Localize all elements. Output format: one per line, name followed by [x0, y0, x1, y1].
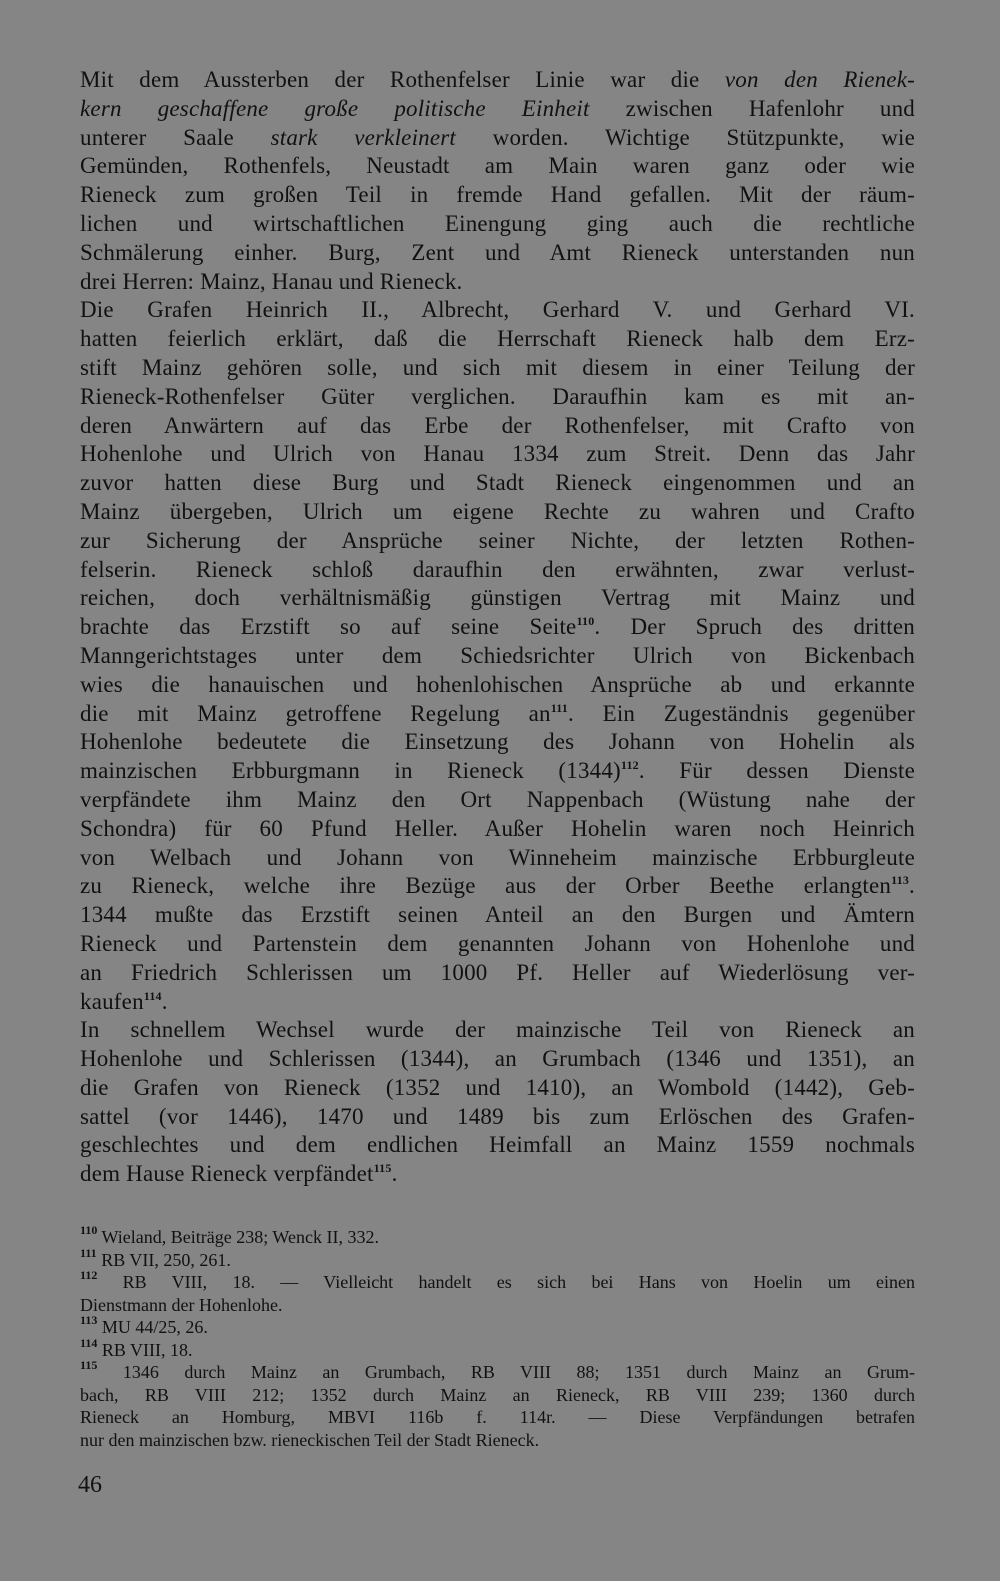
text-line [80, 613, 915, 642]
text-segment: die Grafen von Rieneck (1352 und 1410), an Wombold (1442), Geb- [80, 1074, 915, 1100]
footnote [80, 1358, 916, 1451]
text-line [80, 440, 915, 469]
text-line [80, 1103, 915, 1132]
text-segment: von Welbach und Johann von Winneheim mainzische Erbburgleute [80, 844, 915, 870]
footnote-number: 115 [80, 1358, 98, 1372]
footnote-number: 114 [80, 1335, 98, 1350]
text-segment: sattel (vor 1446), 1470 und 1489 bis zum Erlöschen des Grafen- [80, 1103, 915, 1129]
text-segment: 1344 mußte das Erzstift seinen Anteil an den Burgen und Ämtern [80, 902, 915, 928]
body-text [80, 66, 915, 1189]
footnote-reference: 112 [620, 758, 639, 773]
text-segment: Schondra) für 60 Pfund Heller. Außer Hohelin waren noch Heinrich [80, 815, 915, 841]
text-segment: mainzischen Erbburgmann in Rieneck (1344) [80, 758, 621, 784]
text-line [80, 1131, 915, 1160]
footnote-text: Dienstmann der Hohenlohe. [80, 1294, 283, 1315]
footnote-line [80, 1313, 915, 1339]
text-line [80, 1045, 915, 1074]
footnote-text: 1346 durch Mainz an Grumbach, RB VIII 88; 1351 durch Mainz an Grum- [122, 1362, 916, 1382]
text-line [80, 296, 915, 325]
text-segment: felserin. Rieneck schloß daraufhin den erwähnten, zwar verlust- [80, 556, 915, 582]
footnote-number: 111 [80, 1245, 97, 1260]
text-segment: Rieneck zum großen Teil in fremde Hand gefallen. Mit der räum- [80, 182, 915, 208]
text-line [80, 988, 915, 1017]
text-segment: stift Mainz gehören solle, und sich mit diesem in einer Teilung der [80, 354, 915, 380]
text-line [80, 181, 915, 210]
text-line [80, 383, 915, 412]
text-segment: brachte das Erzstift so auf seine Seite [80, 614, 577, 640]
footnote-reference: 110 [576, 614, 595, 629]
footnote-number: 110 [80, 1223, 98, 1237]
footnote-line [80, 1406, 915, 1429]
text-segment: lichen und wirtschaftlichen Einengung ging auch die rechtliche [80, 210, 915, 236]
footnote [80, 1268, 915, 1316]
text-line [80, 239, 915, 268]
text-line [80, 152, 915, 181]
text-segment: Gemünden, Rothenfels, Neustadt am Main waren ganz oder wie [80, 153, 915, 179]
text-line [80, 469, 915, 498]
footnote [80, 1313, 915, 1339]
footnote-line [80, 1268, 915, 1294]
text-segment: verpfändete ihm Mainz den Ort Nappenbach (Wüstung nahe der [80, 786, 915, 812]
footnote-text: RB VIII, 18. — Vielleicht handelt es sich bei Hans von Hoelin um einen [122, 1272, 915, 1292]
page-number: 46 [78, 1472, 102, 1498]
text-segment: reichen, doch verhältnismäßig günstigen Vertrag mit Mainz und [80, 585, 915, 611]
footnote [80, 1223, 915, 1249]
text-segment: Hohenlohe und Ulrich von Hanau 1334 zum Streit. Denn das Jahr [80, 441, 915, 467]
text-line [80, 210, 915, 239]
text-line [80, 930, 915, 959]
text-line [80, 872, 915, 901]
text-segment: kaufen [80, 988, 144, 1014]
text-segment: zuvor hatten diese Burg und Stadt Rieneck eingenommen und an [80, 470, 915, 496]
text-segment: geschlechtes und dem endlichen Heimfall an Mainz 1559 nochmals [80, 1132, 915, 1158]
footnote-text: bach, RB VIII 212; 1352 durch Mainz an Rieneck, RB VIII 239; 1360 durch [80, 1384, 915, 1405]
footnote-line [80, 1335, 915, 1362]
footnote-line [80, 1429, 915, 1452]
footnote-reference: 113 [891, 873, 910, 888]
text-segment: worden. Wichtige Stützpunkte, wie [456, 124, 916, 150]
text-line [80, 325, 915, 354]
text-line [80, 786, 915, 815]
text-line [80, 757, 915, 786]
emphasized-text: stark verkleinert [270, 124, 457, 150]
text-segment: an Friedrich Schlerissen um 1000 Pf. Heller auf Wiederlösung ver- [80, 959, 915, 985]
text-segment: Hohenlohe und Schlerissen (1344), an Grumbach (1346 und 1351), an [80, 1046, 915, 1072]
paragraph [80, 296, 915, 1016]
paragraph [80, 66, 915, 296]
text-segment: . [909, 873, 915, 899]
text-line [80, 354, 915, 383]
footnote-number: 112 [80, 1268, 98, 1282]
text-segment: Manngerichtstages unter dem Schiedsrichter Ulrich von Bickenbach [80, 642, 915, 668]
footnote-text: RB VIII, 18. [101, 1339, 193, 1360]
text-segment: dem Hause Rieneck verpfändet [80, 1161, 374, 1187]
text-segment: Hohenlohe bedeutete die Einsetzung des Johann von Hohelin als [80, 729, 915, 755]
text-segment: zwischen Hafenlohr und [589, 95, 915, 121]
text-segment: die mit Mainz getroffene Regelung an [80, 700, 551, 726]
text-segment: zu Rieneck, welche ihre Bezüge aus der Orber Beethe erlangten [80, 873, 892, 899]
text-line [80, 700, 915, 729]
text-segment: wies die hanauischen und hohenlohischen Ansprüche ab und erkannte [80, 671, 915, 697]
text-segment: Rieneck-Rothenfelser Güter verglichen. Daraufhin kam es mit an- [80, 383, 915, 409]
text-segment: . Für dessen Dienste [638, 758, 915, 784]
text-segment: deren Anwärtern auf das Erbe der Rothenfelser, mit Crafto von [80, 412, 915, 438]
footnote [80, 1245, 915, 1272]
text-segment: . [161, 988, 168, 1014]
footnote-line [80, 1294, 915, 1317]
text-line [80, 95, 915, 124]
text-line [80, 584, 915, 613]
text-line [80, 66, 915, 95]
footnote-reference: 114 [143, 988, 162, 1003]
text-line [80, 728, 915, 757]
footnote-number: 113 [80, 1313, 98, 1327]
footnote-reference: 111 [550, 700, 569, 715]
text-line [80, 901, 915, 930]
text-segment: zur Sicherung der Ansprüche seiner Nichte, der letzten Rothen- [80, 527, 915, 553]
footnote-line [80, 1223, 915, 1249]
text-line [80, 642, 915, 671]
paragraph [80, 1016, 915, 1189]
text-line [80, 671, 915, 700]
footnote-text: nur den mainzischen bzw. rieneckischen Teil der Stadt Rieneck. [80, 1429, 540, 1450]
text-segment: hatten feierlich erklärt, daß die Herrschaft Rieneck halb dem Erz- [80, 326, 915, 352]
footnote [80, 1335, 915, 1362]
footnote-text: RB VII, 250, 261. [101, 1249, 231, 1270]
text-line [80, 412, 915, 441]
emphasized-text: von den Rienek- [724, 67, 915, 92]
footnote-text: MU 44/25, 26. [101, 1317, 208, 1337]
text-line [80, 124, 915, 153]
text-line [80, 844, 915, 873]
footnote-text: Rieneck an Homburg, MBVI 116b f. 114r. — Diese Verpfändungen betrafen [80, 1407, 915, 1427]
text-line [80, 498, 915, 527]
text-line [80, 268, 915, 297]
text-segment: Mit dem Aussterben der Rothenfelser Linie war die [80, 67, 725, 92]
footnote-line [80, 1358, 916, 1384]
text-line [80, 1160, 915, 1189]
text-segment: . Ein Zugeständnis gegenüber [568, 700, 915, 726]
footnote-line [80, 1245, 915, 1272]
text-line [80, 527, 915, 556]
text-segment: Mainz übergeben, Ulrich um eigene Rechte zu wahren und Crafto [80, 498, 915, 524]
text-line [80, 556, 915, 585]
text-line [80, 1016, 915, 1045]
text-line [80, 815, 915, 844]
text-line [80, 959, 915, 988]
footnotes [80, 1223, 916, 1451]
text-segment: Rieneck und Partenstein dem genannten Johann von Hohenlohe und [80, 930, 915, 956]
text-segment: drei Herren: Mainz, Hanau und Rieneck. [80, 268, 463, 294]
text-segment: Die Grafen Heinrich II., Albrecht, Gerhard V. und Gerhard VI. [80, 297, 915, 323]
footnote-reference: 115 [373, 1161, 392, 1176]
text-line [80, 1074, 915, 1103]
text-segment: . Der Spruch des dritten [594, 614, 915, 640]
text-segment: unterer Saale [80, 124, 271, 150]
footnote-text: Wieland, Beiträge 238; Wenck II, 332. [101, 1227, 379, 1247]
text-segment: . [391, 1161, 398, 1187]
text-segment: Schmälerung einher. Burg, Zent und Amt Rieneck unterstanden nun [80, 239, 915, 265]
footnote-line [80, 1384, 915, 1407]
emphasized-text: kern geschaffene große politische Einheit [80, 95, 590, 121]
text-segment: In schnellem Wechsel wurde der mainzische Teil von Rieneck an [80, 1017, 915, 1043]
